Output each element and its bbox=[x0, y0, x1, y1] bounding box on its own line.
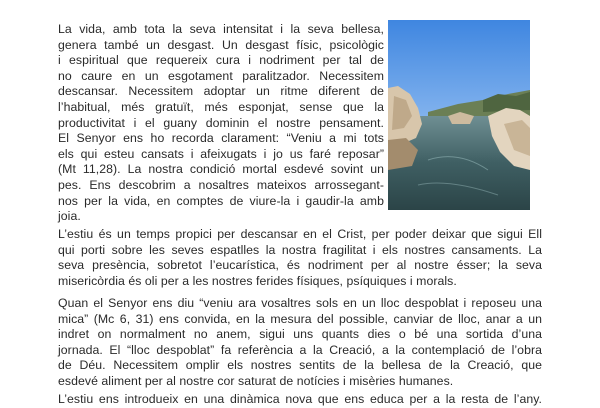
text-line: indret on normalment no anem, sigui uns quants dies o bé una sortida d’una bbox=[58, 327, 542, 342]
text-line: (Mt 11,28). La nostra condició mortal esdevé sovint un bbox=[58, 162, 384, 177]
text-line: genera també un desgast. Un desgast físic, psicològic bbox=[58, 37, 384, 52]
text-line: joia. bbox=[58, 209, 81, 224]
text-line: jornada. El “lloc despoblat” fa referència a la Creació, a la contemplació de l’obra bbox=[58, 342, 542, 357]
text-line: i espiritual que requereix cura i nodriment per tal de bbox=[58, 53, 384, 68]
paragraph-4 bbox=[58, 392, 542, 408]
text-line: els qui esteu cansats i afeixugats i jo us faré reposar” bbox=[58, 146, 384, 161]
paragraph-2 bbox=[58, 227, 542, 289]
text-line: L’estiu és un temps propici per descansar en el Crist, per poder deixar que sigui Ell bbox=[58, 227, 542, 241]
text-line: seva presència, sobretot l’eucarística, és nodriment per al nostre ésser; la seva bbox=[58, 258, 542, 273]
text-line: El Senyor ens ho recorda clarament: “Veniu a mi tots bbox=[58, 131, 384, 146]
text-line: esdevé aliment per al nostre cor saturat de notícies i misèries humanes. bbox=[58, 373, 454, 388]
text-line: no caure en un esgotament paralitzador. Necessitem bbox=[58, 68, 384, 83]
text-line: L’estiu ens introdueix en una dinàmica nova que ens educa per a la resta de l’any. bbox=[58, 392, 542, 406]
text-line: l’habitual, més gratuït, més esponjat, sense que la bbox=[58, 99, 384, 114]
text-line: La vida, amb tota la seva intensitat i la seva bellesa, bbox=[58, 22, 384, 36]
text-line: productivitat i el guany dominin el nostre pensament. bbox=[58, 115, 384, 130]
text-line: mica” (Mc 6, 31) ens convida, en la mesura del possible, canviar de lloc, anar a un bbox=[58, 311, 542, 326]
text-line: pes. Ens descobrim a nosaltres mateixos arrossegant- bbox=[58, 177, 384, 192]
text-line: nos per la vida, en comptes de viure-la i gaudir-la amb bbox=[58, 193, 384, 208]
text-line: qui porti sobre les seves espatlles la nostra fragilitat i els nostres cansaments. La bbox=[58, 242, 542, 257]
paragraph-1 bbox=[58, 22, 384, 225]
text-line: descansar. Necessitem adoptar un ritme diferent de bbox=[58, 84, 384, 99]
paragraph-3 bbox=[58, 296, 542, 390]
coastal-photo bbox=[388, 20, 530, 210]
text-line: misericòrdia és oli per a les nostres ferides físiques, psíquiques i morals. bbox=[58, 273, 457, 288]
text-line: Quan el Senyor ens diu “veniu ara vosaltres sols en un lloc despoblat i reposeu una bbox=[58, 296, 542, 310]
text-line: de Déu. Necessitem omplir els nostres sentits de la bellesa de la Creació, que bbox=[58, 358, 542, 373]
